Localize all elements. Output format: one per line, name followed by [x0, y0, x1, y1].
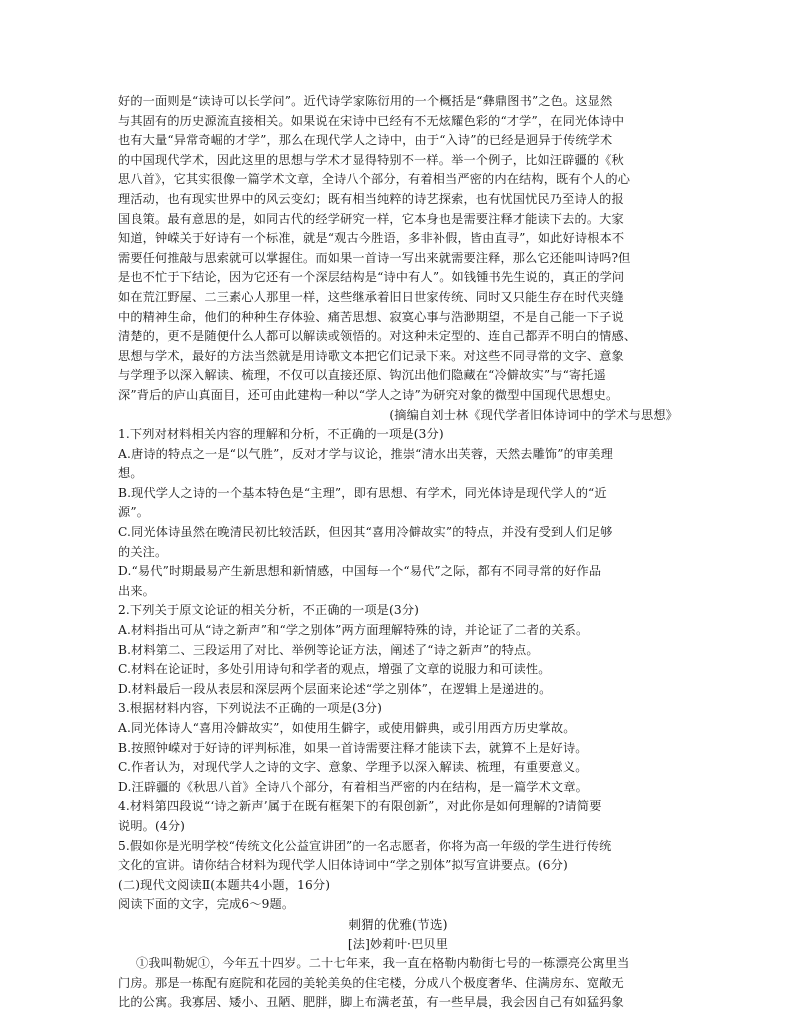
text-line: 如在荒江野屋、二三素心人那里一样，这些继承着旧日世家传统、同时又只能生存在时代夹缝 — [118, 289, 624, 304]
text-line: 好的一面则是“读诗可以长学问”。近代诗学家陈衍用的一个概括是“彝鼎图书”之色。这显然 — [118, 94, 613, 108]
article-text-line: 比的公寓。我寡居、矮小、丑陋、肥胖，脚上布满老茧，有一些早晨，我会因自己有如猛犸象 — [118, 995, 624, 1010]
article-text-line: ①我叫勒妮①，今年五十四岁。二十七年来，我一直在格勒内勒街七号的一栋漂亮公寓里当 — [136, 956, 630, 971]
question-2-option-c: C.材料在论证时，多处引用诗句和学者的观点，增强了文章的说服力和可读性。 — [118, 662, 551, 677]
question-2-option-b: B.材料第二、三段运用了对比、举例等论证方法，阐述了“诗之新声”的特点。 — [118, 642, 539, 657]
document-page — [118, 92, 678, 1013]
question-1-option-b: B.现代学人之诗的一个基本特色是“主理”，即有思想、有学术，同光体诗是现代学人的“近 — [118, 485, 607, 500]
text-line: 理活动，也有现实世界中的风云变幻；既有相当纯粹的诗艺探索，也有忧国忧民乃至诗人的报 — [118, 191, 624, 206]
question-2-option-a: A.材料指出可从“诗之新声”和“学之别体”两方面理解特殊的诗，并论证了二者的关系。 — [118, 623, 589, 638]
question-3-stem: 3.根据材料内容，下列说法不正确的一项是(3分) — [118, 701, 383, 716]
text-line: 的中国现代学术，因此这里的思想与学术才显得特别不一样。举一个例子，比如汪辟疆的《秋 — [118, 152, 624, 167]
text-line: 清楚的，更不是随便什么人都可以解读或领悟的。对这种未定型的、连自己都弄不明白的情感、 — [118, 329, 637, 344]
text-line: 也有大量“异常奇崛的才学”，那么在现代学人之诗中，由于“入诗”的已经是迥异于传统学术 — [118, 133, 613, 148]
source-citation: (摘编自刘士林《现代学者旧体诗词中的学术与思想》 — [389, 407, 678, 422]
question-1-option-d: D.“易代”时期最易产生新思想和新情感，中国每一个“易代”之际，都有不同寻常的好作品 — [118, 564, 602, 579]
text-line: 国良策。最有意思的是，如同古代的经学研究一样，它本身也是需要注释才能读下去的。大家 — [118, 211, 624, 226]
section-header: (二)现代文阅读Ⅱ(本题共4小题，16分) — [118, 877, 331, 892]
question-3-option-c: C.作者认为，对现代学人之诗的文字、意象、学理予以深入解读、梳理，有重要意义。 — [118, 760, 588, 775]
question-5-stem: 5.假如你是光明学校“传统文化公益宣讲团”的一名志愿者，你将为高一年级的学生进行传统 — [118, 838, 612, 853]
question-1-option-a-cont: 想。 — [118, 466, 143, 481]
text-line: 与学理予以深入解读、梳理，不仅可以直接还原、钩沉出他们隐藏在“冷僻故实”与“寄托遥 — [118, 368, 606, 383]
question-4-stem: 4.材料第四段说“‘诗之新声’属于在既有框架下的有限创新”，对此你是如何理解的?请简要 — [118, 799, 602, 814]
question-3-option-d: D.汪辟疆的《秋思八首》全诗八个部分，有着相当严密的内在结构，是一篇学术文章。 — [118, 779, 588, 794]
question-5-stem-cont: 文化的宣讲。请你结合材料为现代学人旧体诗词中“学之别体”拟写宣讲要点。(6分) — [118, 858, 568, 873]
section-2 — [118, 876, 678, 1013]
text-line: 需要任何推敲与思索就可以掌握住。而如果一首诗一写出来就需要注释，那么它还能叫诗吗?但 — [118, 250, 631, 265]
text-line: 深”背后的庐山真面目，还可由此建构一种以“学人之诗”为研究对象的微型中国现代思想史。 — [118, 387, 619, 402]
question-2-stem: 2.下列关于原文论证的相关分析，不正确的一项是(3分) — [118, 603, 420, 618]
questions-block — [118, 425, 678, 876]
question-3-option-a: A.同光体诗人“喜用冷僻故实”，如使用生僻字，或使用僻典，或引用西方历史掌故。 — [118, 721, 576, 735]
text-line: 知道，钟嵘关于好诗有一个标准，就是“观古今胜语，多非补假，皆由直寻”，如此好诗根本不 — [118, 231, 625, 246]
article-title: 刺猬的优雅(节选) — [348, 916, 448, 932]
section-instruction: 阅读下面的文字，完成6～9题。 — [118, 897, 295, 912]
question-3-option-b: B.按照钟嵘对于好诗的评判标准，如果一首诗需要注释才能读下去，就算不上是好诗。 — [118, 740, 588, 755]
text-line: 中的精神生命，他们的种种生存体验、痛苦思想、寂寞心事与浩渺期望，不是自己能一下子说 — [118, 309, 624, 324]
question-4-stem-cont: 说明。(4分) — [118, 818, 186, 833]
passage-paragraph — [118, 92, 678, 425]
question-1-option-c-cont: 的关注。 — [118, 544, 168, 559]
article-author: [法]妙莉叶·巴贝里 — [347, 936, 449, 951]
text-line: 与其固有的历史源流直接相关。如果说在宋诗中已经有不无炫耀色彩的“才学”，在同光体诗中 — [118, 113, 625, 128]
question-1-option-b-cont: 源”。 — [118, 505, 150, 520]
question-1-stem: 1.下列对材料相关内容的理解和分析，不正确的一项是(3分) — [118, 427, 444, 442]
text-line: 思想与学术，最好的方法当然就是用诗歌文本把它们记录下来。对这些不同寻常的文字、意象 — [118, 348, 624, 363]
text-line: 思八首》，它其实很像一篇学术文章，全诗八个部分，有着相当严密的内在结构，既有个人的心 — [118, 172, 631, 187]
text-line: 是也不忙于下结论，因为它还有一个深层结构是“诗中有人”。如钱锺书先生说的，真正的学问 — [118, 270, 625, 285]
question-1-option-a: A.唐诗的特点之一是“以气胜”，反对才学与议论，推崇“清水出芙蓉，天然去雕饰”的审美理 — [118, 446, 613, 461]
question-1-option-d-cont: 出来。 — [118, 583, 156, 598]
article-text-line: 门房。那是一栋配有庭院和花园的美轮美奂的住宅楼，分成八个极度奢华、住满房东、宽敞无 — [118, 975, 624, 990]
question-2-option-d: D.材料最后一段从表层和深层两个层面来论述“学之别体”，在逻辑上是递进的。 — [118, 681, 552, 696]
question-1-option-c: C.同光体诗虽然在晚清民初比较活跃，但因其“喜用冷僻故实”的特点，并没有受到人们足够 — [118, 525, 613, 540]
